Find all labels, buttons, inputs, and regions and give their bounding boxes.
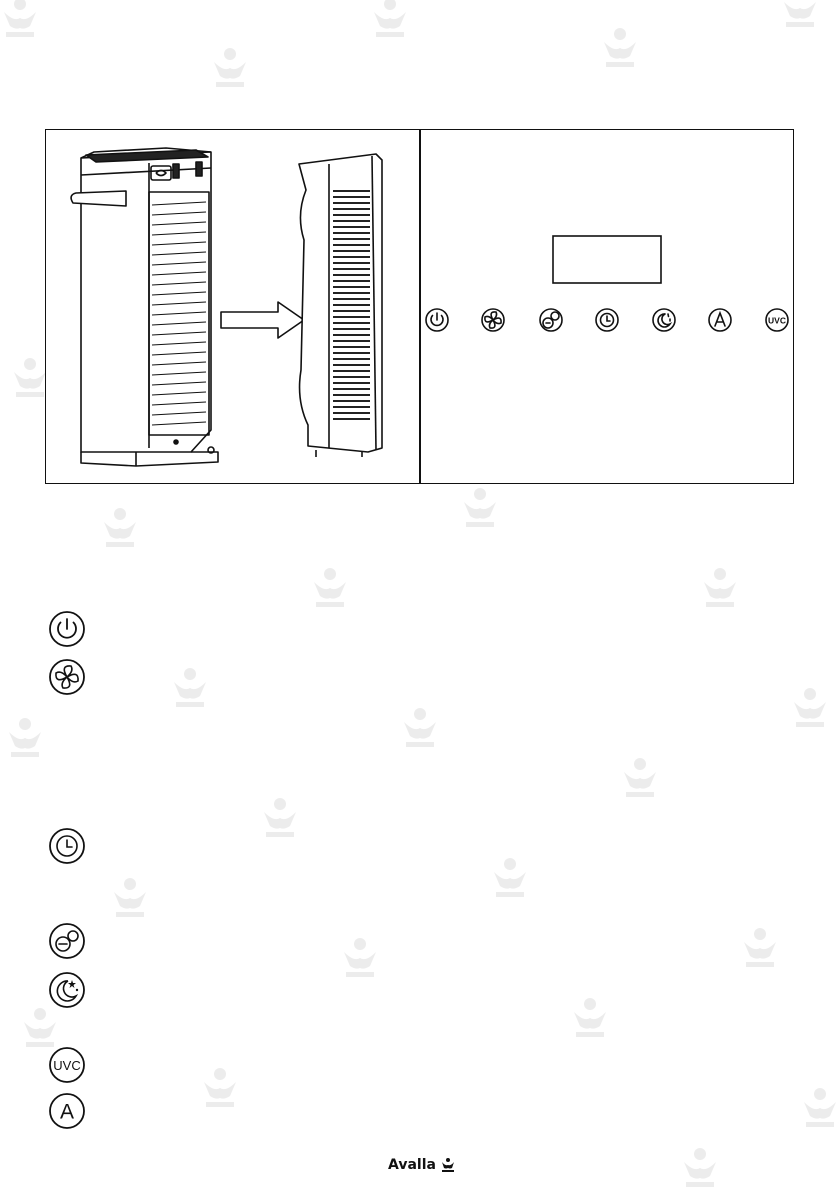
control-panel-illustration bbox=[421, 130, 793, 483]
panel-fan-icon bbox=[482, 309, 504, 331]
front-panel bbox=[299, 154, 382, 457]
legend-auto-icon bbox=[47, 1091, 87, 1131]
panel-auto-icon bbox=[709, 309, 731, 331]
legend-uvc-icon bbox=[47, 1045, 87, 1085]
legend-power-icon bbox=[47, 609, 87, 649]
legend-auto-label: A bbox=[59, 1100, 75, 1124]
purifier-removal-illustration bbox=[46, 130, 419, 483]
brand-mark-icon bbox=[440, 1157, 456, 1173]
diagram-frame bbox=[45, 129, 794, 484]
panel-power-icon bbox=[426, 309, 448, 331]
legend-timer-icon bbox=[47, 826, 87, 866]
brand-logo bbox=[388, 1154, 468, 1176]
panel-timer-icon bbox=[596, 309, 618, 331]
legend-filter-icon bbox=[47, 921, 87, 961]
legend-sleep-icon bbox=[47, 970, 87, 1010]
removal-arrow bbox=[221, 302, 304, 338]
removal-illustration-panel bbox=[46, 130, 419, 483]
panel-filter-icon bbox=[540, 309, 562, 331]
legend-uvc-label: UVC bbox=[53, 1058, 81, 1073]
legend-fan-icon bbox=[47, 657, 87, 697]
purifier-unit bbox=[71, 148, 218, 466]
panel-uvc-label: UVC bbox=[768, 315, 786, 326]
panel-sleep-icon bbox=[653, 309, 675, 331]
brand-name: Avalla bbox=[388, 1157, 436, 1173]
control-panel-diagram bbox=[421, 130, 793, 483]
display-screen bbox=[553, 236, 661, 283]
